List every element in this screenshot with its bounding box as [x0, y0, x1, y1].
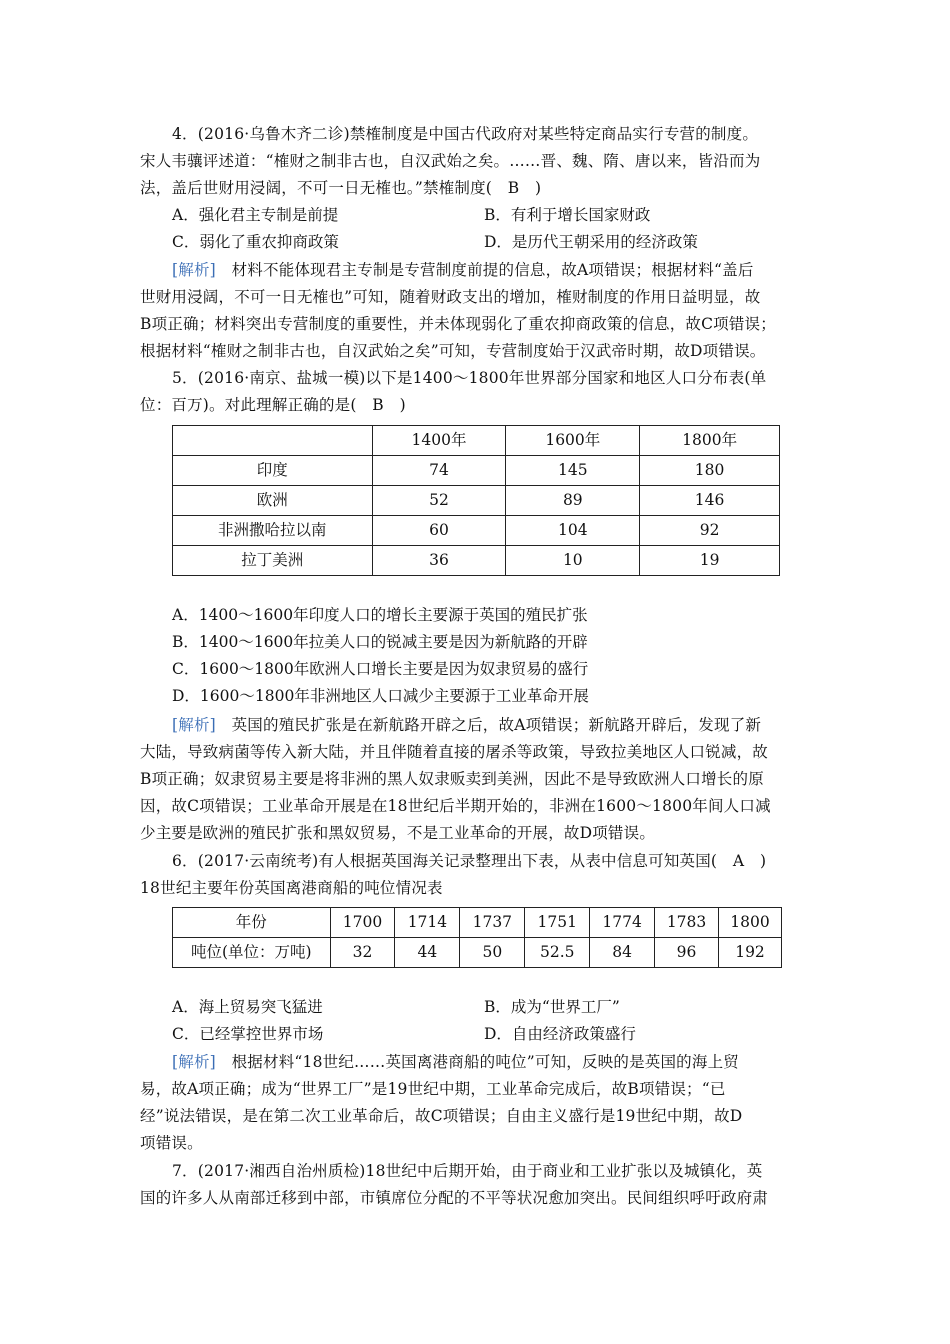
q5-analysis-line-1: [172, 715, 820, 735]
table-cell: 36: [372, 546, 506, 576]
q5-option-b: B．1400～1600年拉美人口的锐减主要是因为新航路的开辟: [172, 633, 588, 651]
table-cell: 192: [719, 938, 782, 968]
table-cell: 19: [640, 546, 780, 576]
q6-table-caption: 18世纪主要年份英国离港商船的吨位情况表: [140, 879, 443, 897]
table-cell: 50: [460, 938, 525, 968]
table-header-cell: 1774: [590, 908, 655, 938]
q5-analysis-line-5: 少主要是欧洲的殖民扩张和黑奴贸易，不是工业革命的开展，故D项错误。: [140, 824, 656, 842]
q4-option-b: B．有利于增长国家财政: [484, 206, 651, 224]
table-header-cell: 1737: [460, 908, 525, 938]
table-cell: 52: [372, 486, 506, 516]
q6-option-b: B．成为“世界工厂”: [484, 998, 620, 1016]
table-cell: 印度: [173, 456, 373, 486]
q6-option-c: C．已经掌控世界市场: [172, 1025, 324, 1043]
table-header-cell: 1751: [525, 908, 590, 938]
table-header-cell: 1783: [655, 908, 719, 938]
q4-analysis-line-2: 世财用浸阔，不可一日无榷也”可知，随着财政支出的增加，榷财制度的作用日益明显，故: [140, 288, 761, 306]
table-row: [173, 486, 780, 516]
table-cell: 拉丁美洲: [173, 546, 373, 576]
table-cell: 吨位(单位：万吨): [173, 938, 331, 968]
table-cell: 92: [640, 516, 780, 546]
table-cell: 10: [506, 546, 640, 576]
table-row: [173, 938, 782, 968]
table-cell: 84: [590, 938, 655, 968]
q6-analysis-tag: [解析]: [172, 1053, 216, 1071]
q6-stem-line-1: 6．(2017·云南统考)有人根据英国海关记录整理出下表，从表中信息可知英国( A ): [172, 852, 767, 870]
table-cell: 145: [506, 456, 640, 486]
q6-analysis-line-4: 项错误。: [140, 1134, 203, 1152]
q4-option-d: D．是历代王朝采用的经济政策: [484, 233, 698, 251]
table-cell: 96: [655, 938, 719, 968]
q4-analysis-line-4: 根据材料“榷财之制非古也，自汉武始之矣”可知，专营制度始于汉武帝时期，故D项错误。: [140, 342, 766, 360]
q7-stem-line-2: 国的许多人从南部迁移到中部，市镇席位分配的不平等状况愈加突出。民间组织呼吁政府肃: [140, 1189, 769, 1207]
table-header-cell: 1714: [395, 908, 460, 938]
q4-stem-line-3: 法，盖后世财用浸阔，不可一日无榷也。”禁榷制度( B ): [140, 179, 542, 197]
q5-stem-line-2: 位：百万)。对此理解正确的是( B ): [140, 396, 406, 414]
q5-option-a: A．1400～1600年印度人口的增长主要源于英国的殖民扩张: [172, 606, 588, 624]
q5-analysis-line-4: 因，故C项错误；工业革命开展是在18世纪后半期开始的，非洲在1600～1800年间人口减: [140, 797, 771, 815]
table-cell: 44: [395, 938, 460, 968]
q4-analysis-tag: [解析]: [172, 261, 216, 279]
table-row: [173, 516, 780, 546]
table-header-cell: 1800年: [640, 426, 780, 456]
q5-option-c: C．1600～1800年欧洲人口增长主要是因为奴隶贸易的盛行: [172, 660, 589, 678]
q4-stem-line-2: 宋人韦骧评述道：“榷财之制非古也，自汉武始之矣。……晋、魏、隋、唐以来，皆沿而为: [140, 152, 761, 170]
q4-option-a: A．强化君主专制是前提: [172, 206, 339, 224]
q6-analysis-text: 根据材料“18世纪……英国离港商船的吨位”可知，反映的是英国的海上贸: [215, 1053, 739, 1071]
q5-option-d: D．1600～1800年非洲地区人口减少主要源于工业革命开展: [172, 687, 589, 705]
table-header-row: [173, 426, 780, 456]
q5-analysis-tag: [解析]: [172, 716, 216, 734]
q5-analysis-line-2: 大陆，导致病菌等传入新大陆，并且伴随着直接的屠杀等政策，导致拉美地区人口锐减，故: [140, 743, 769, 761]
q6-option-d: D．自由经济政策盛行: [484, 1025, 636, 1043]
table-header-cell: 1400年: [372, 426, 506, 456]
table-header-cell: 年份: [173, 908, 331, 938]
table-header-cell: 1700: [330, 908, 395, 938]
table-cell: 52.5: [525, 938, 590, 968]
q4-stem-line-1: 4．(2016·乌鲁木齐二诊)禁榷制度是中国古代政府对某些特定商品实行专营的制度。: [172, 125, 759, 143]
q6-option-a: A．海上贸易突飞猛进: [172, 998, 323, 1016]
q5-population-table: [172, 425, 780, 576]
q4-analysis-line-3: B项正确；材料突出专营制度的重要性，并未体现弱化了重农抑商政策的信息，故C项错误；: [140, 315, 776, 333]
q5-analysis-line-3: B项正确；奴隶贸易主要是将非洲的黑人奴隶贩卖到美洲，因此不是导致欧洲人口增长的原: [140, 770, 764, 788]
table-cell: 32: [330, 938, 395, 968]
q6-analysis-line-3: 经”说法错误，是在第二次工业革命后，故C项错误；自由主义盛行是19世纪中期，故D: [140, 1107, 743, 1125]
table-row: [173, 546, 780, 576]
table-cell: 89: [506, 486, 640, 516]
q6-analysis-line-2: 易，故A项正确；成为“世界工厂”是19世纪中期，工业革命完成后，故B项错误；“已: [140, 1080, 726, 1098]
q6-tonnage-table: [172, 907, 782, 968]
table-cell: 74: [372, 456, 506, 486]
table-cell: 146: [640, 486, 780, 516]
q5-analysis-text: 英国的殖民扩张是在新航路开辟之后，故A项错误；新航路开辟后，发现了新: [215, 716, 762, 734]
table-cell: 欧洲: [173, 486, 373, 516]
q4-option-c: C．弱化了重农抑商政策: [172, 233, 339, 251]
q7-stem-line-1: 7．(2017·湘西自治州质检)18世纪中后期开始，由于商业和工业扩张以及城镇化，英: [172, 1162, 763, 1180]
q4-analysis-text: 材料不能体现君主专制是专营制度前提的信息，故A项错误；根据材料“盖后: [215, 261, 754, 279]
q5-stem-line-1: 5．(2016·南京、盐城一模)以下是1400～1800年世界部分国家和地区人口分布表(单: [172, 369, 767, 387]
table-cell: 104: [506, 516, 640, 546]
table-cell: 非洲撒哈拉以南: [173, 516, 373, 546]
q4-analysis-line-1: [172, 260, 820, 280]
table-cell: 180: [640, 456, 780, 486]
table-row: [173, 456, 780, 486]
q6-analysis-line-1: [172, 1052, 820, 1072]
table-header-cell: 1800: [719, 908, 782, 938]
table-header-cell: [173, 426, 373, 456]
table-header-cell: 1600年: [506, 426, 640, 456]
table-cell: 60: [372, 516, 506, 546]
table-header-row: [173, 908, 782, 938]
